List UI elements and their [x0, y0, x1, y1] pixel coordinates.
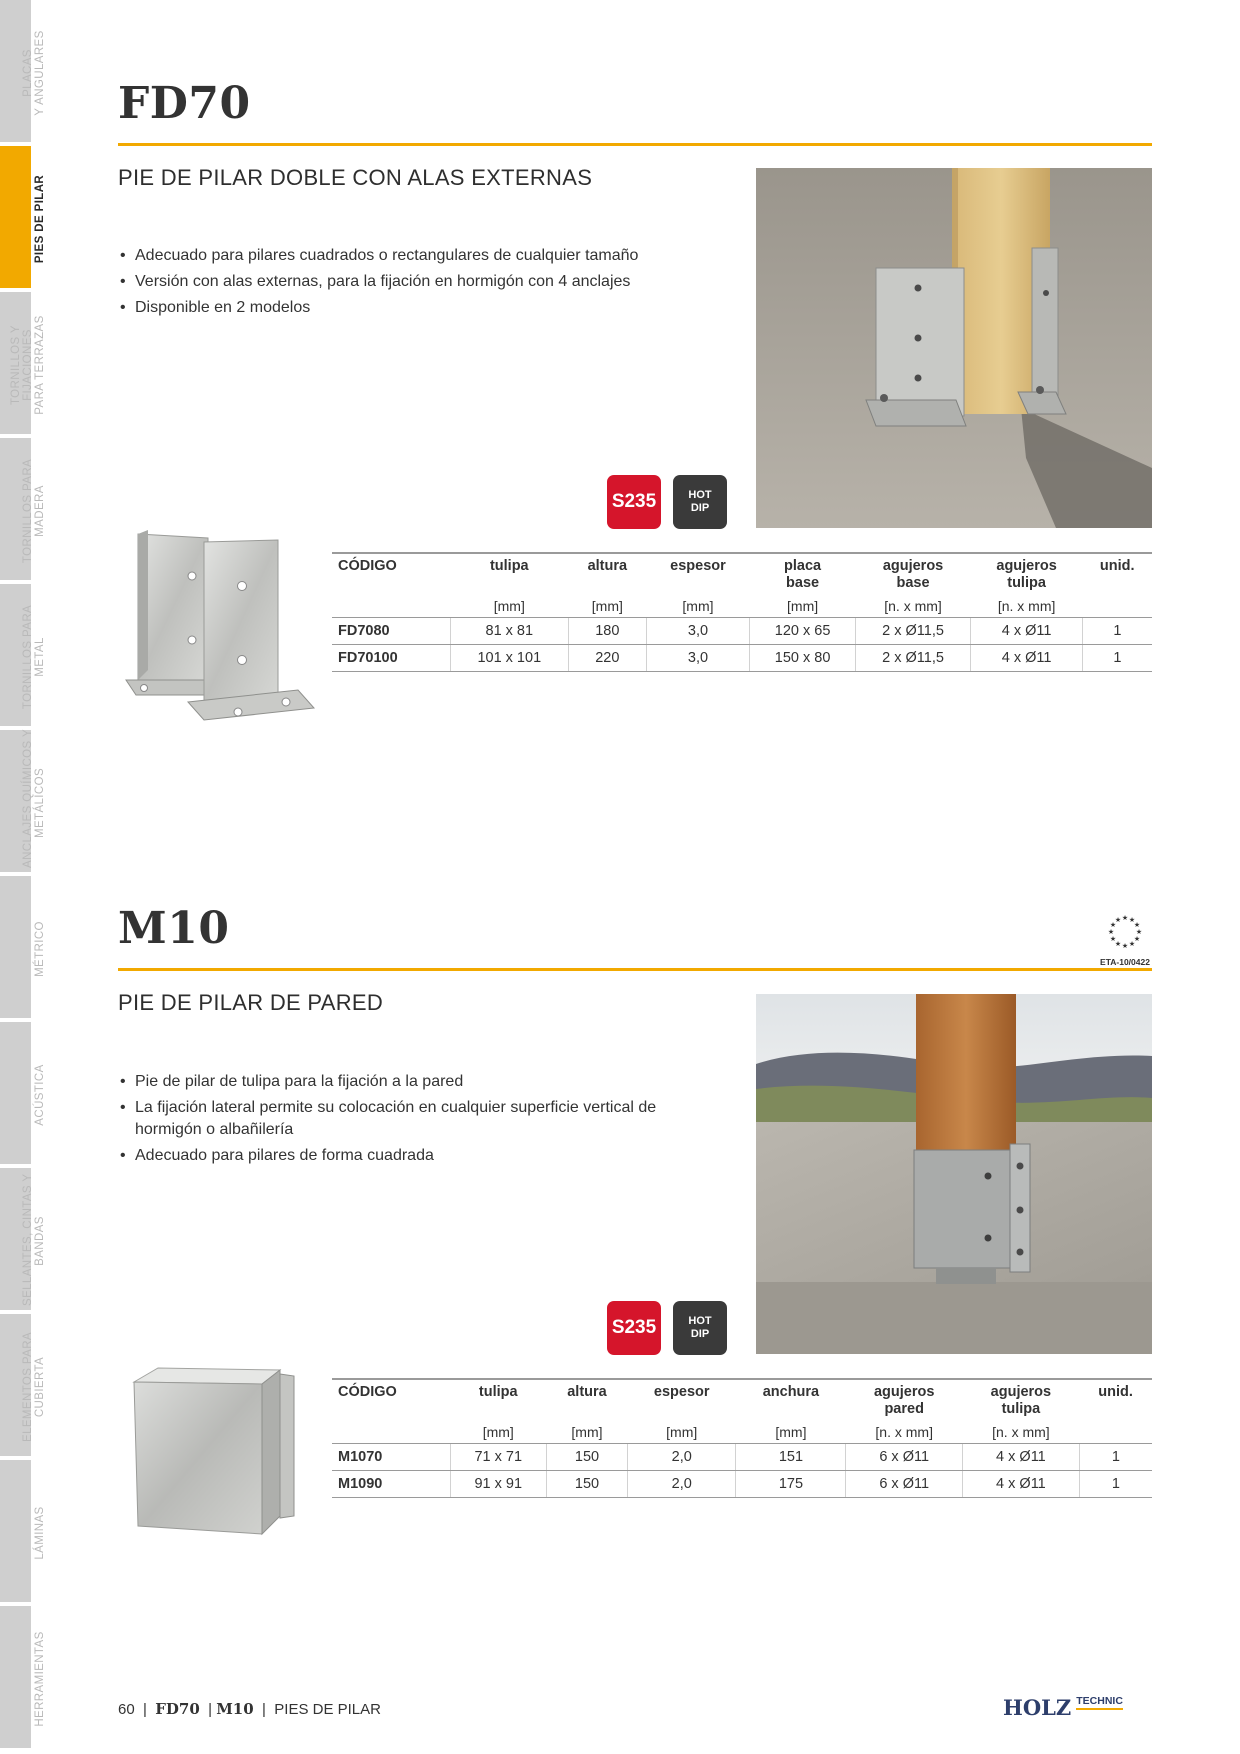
unit-cell: [mm] — [450, 592, 569, 618]
sidebar-tab-label: PLACAS Y ANGULARES — [22, 30, 46, 116]
table-cell: 6 x Ø11 — [846, 1444, 963, 1471]
hot-dip-badge — [673, 1301, 727, 1355]
column-header: anchura — [762, 1384, 820, 1400]
footer-crumb-m10: M10 — [216, 1700, 254, 1718]
column-header: tulipa — [478, 1384, 518, 1400]
sidebar-tab-label: ELEMENTOS PARA CUBIERTA — [22, 1332, 46, 1442]
sidebar-tab-label: TORNILLOS PARA METAL — [22, 604, 46, 710]
table-cell: 180 — [569, 618, 646, 645]
sidebar-tab[interactable] — [0, 1460, 31, 1604]
sidebar-tab-label: PIES DE PILAR — [34, 174, 46, 264]
sidebar-tab[interactable] — [0, 876, 31, 1020]
fd70-feature-list — [118, 245, 718, 323]
m10-spec-table — [332, 1378, 1152, 1498]
eta-label: ETA-10/0422 — [1100, 957, 1150, 967]
eu-stars-icon — [1098, 912, 1152, 950]
product-code: M1070 — [332, 1444, 450, 1471]
unit-cell: [mm] — [750, 592, 855, 618]
svg-text:★: ★ — [1135, 928, 1143, 936]
table-cell: 91 x 91 — [450, 1471, 546, 1498]
page-number: 60 — [118, 1701, 135, 1718]
unit-cell: [mm] — [546, 1418, 627, 1444]
column-header: agujeros tulipa — [990, 1384, 1052, 1417]
svg-text:★: ★ — [1121, 914, 1129, 922]
column-header: agujeros tulipa — [996, 558, 1057, 591]
unit-cell — [332, 592, 450, 618]
column-header: placa base — [784, 558, 822, 591]
sidebar-tab-label: ANCLAJES QUÍMICOS METÁLICOS — [22, 740, 46, 868]
m10-title: M10 — [118, 903, 230, 954]
table-row — [332, 618, 1152, 645]
table-cell: 151 — [736, 1444, 846, 1471]
table-cell: 2,0 — [627, 1471, 736, 1498]
fd70-title: FD70 — [118, 78, 251, 129]
table-cell: 4 x Ø11 — [963, 1471, 1080, 1498]
sidebar-tab-label: SELLANTES, CINTAS Y BANDAS — [22, 1173, 46, 1306]
table-cell: 2,0 — [627, 1444, 736, 1471]
m10-product-image — [130, 1366, 300, 1536]
table-cell: 4 x Ø11 — [971, 618, 1083, 645]
sidebar-tab-label: TORNILLOS Y FIJACIONES PARA TERRAZAS — [10, 315, 46, 415]
fd70-divider — [118, 143, 1152, 146]
list-item: • Adecuado para pilares cuadrados o rectangulares de cualquier tamaño — [118, 245, 718, 267]
list-item: • Versión con alas externas, para la fijación en hormigón con 4 anclajes — [118, 271, 718, 293]
unit-cell: [mm] — [569, 592, 646, 618]
sidebar-tab-label: ACÚSTICA — [34, 1064, 46, 1126]
unit-cell: [n. x mm] — [855, 592, 970, 618]
hot-dip-line1: HOT — [688, 1315, 712, 1327]
svg-text:★: ★ — [1133, 935, 1141, 943]
svg-text:★: ★ — [1128, 940, 1136, 948]
sidebar-tab[interactable] — [0, 1022, 31, 1166]
column-header: altura — [567, 1384, 607, 1400]
hot-dip-line2: DIP — [690, 502, 710, 514]
table-cell: 101 x 101 — [450, 645, 569, 672]
unit-cell — [332, 1418, 450, 1444]
unit-cell: [mm] — [627, 1418, 736, 1444]
table-cell: 4 x Ø11 — [963, 1444, 1080, 1471]
sidebar-tab[interactable] — [0, 146, 31, 290]
table-cell: 4 x Ø11 — [971, 645, 1083, 672]
table-cell: 1 — [1082, 645, 1152, 672]
m10-installation-photo — [756, 994, 1152, 1354]
product-code: M1090 — [332, 1471, 450, 1498]
column-header: CÓDIGO — [338, 1384, 397, 1400]
table-cell: 175 — [736, 1471, 846, 1498]
table-cell: 1 — [1079, 1471, 1152, 1498]
unit-cell — [1082, 592, 1152, 618]
section-sidebar — [0, 0, 46, 1754]
column-header: tulipa — [489, 558, 529, 574]
svg-text:★: ★ — [1133, 921, 1141, 929]
column-header: altura — [587, 558, 628, 574]
product-code: FD70100 — [332, 645, 450, 672]
fd70-subtitle: PIE DE PILAR DOBLE CON ALAS EXTERNAS — [118, 165, 593, 190]
table-cell: 81 x 81 — [450, 618, 569, 645]
unit-cell: [n. x mm] — [963, 1418, 1080, 1444]
table-row — [332, 645, 1152, 672]
table-cell: 150 x 80 — [750, 645, 855, 672]
table-cell: 71 x 71 — [450, 1444, 546, 1471]
list-item: • Adecuado para pilares de forma cuadrada — [118, 1145, 718, 1167]
footer-crumb-section: PIES DE PILAR — [274, 1701, 381, 1718]
unit-cell: [mm] — [646, 592, 750, 618]
unit-cell — [1079, 1418, 1152, 1444]
column-header: espesor — [670, 558, 726, 574]
list-item: • La fijación lateral permite su colocación en cualquier superficie vertical de hormigón o albañilería — [118, 1097, 718, 1141]
table-cell: 220 — [569, 645, 646, 672]
m10-divider — [118, 968, 1152, 971]
fd70-installation-photo — [756, 168, 1152, 528]
s235-steel-badge: S235 — [607, 1301, 661, 1355]
fd70-product-image — [118, 530, 318, 725]
svg-text:★: ★ — [1109, 921, 1117, 929]
table-cell: 120 x 65 — [750, 618, 855, 645]
table-row — [332, 1471, 1152, 1498]
svg-text:★: ★ — [1109, 935, 1117, 943]
holz-technic-logo — [1003, 1695, 1123, 1720]
column-header: unid. — [1099, 558, 1135, 574]
svg-text:★: ★ — [1128, 916, 1136, 924]
svg-text:★: ★ — [1114, 916, 1122, 924]
column-header: espesor — [653, 1384, 710, 1400]
column-header: unid. — [1098, 1384, 1133, 1400]
hot-dip-line2: DIP — [690, 1328, 710, 1340]
list-item: • Disponible en 2 modelos — [118, 297, 718, 319]
column-header: agujeros pared — [873, 1384, 935, 1417]
table-cell: 150 — [546, 1444, 627, 1471]
table-row — [332, 1444, 1152, 1471]
svg-text:★: ★ — [1114, 940, 1122, 948]
product-code: FD7080 — [332, 618, 450, 645]
table-cell: 3,0 — [646, 645, 750, 672]
page-footer: 60 | FD70 | M10 | PIES DE PILAR — [118, 1700, 381, 1718]
table-cell: 3,0 — [646, 618, 750, 645]
brand-name: HOLZ — [1003, 1695, 1072, 1720]
table-cell: 150 — [546, 1471, 627, 1498]
sidebar-tab-label: HERRAMIENTAS — [34, 1631, 46, 1727]
footer-crumb-fd70: FD70 — [155, 1700, 200, 1718]
svg-text:★: ★ — [1121, 942, 1129, 950]
hot-dip-line1: HOT — [688, 489, 712, 501]
m10-feature-list — [118, 1071, 718, 1171]
table-cell: 1 — [1079, 1444, 1152, 1471]
unit-cell: [mm] — [450, 1418, 546, 1444]
unit-cell: [n. x mm] — [971, 592, 1083, 618]
m10-subtitle: PIE DE PILAR DE PARED — [118, 990, 384, 1015]
sidebar-tab-label: LÁMINAS — [34, 1506, 46, 1560]
s235-steel-badge: S235 — [607, 475, 661, 529]
list-item: • Pie de pilar de tulipa para la fijación a la pared — [118, 1071, 718, 1093]
column-header: CÓDIGO — [338, 558, 397, 574]
brand-subtitle: TECHNIC — [1076, 1695, 1123, 1710]
column-header: agujeros base — [882, 558, 944, 591]
fd70-spec-table — [332, 552, 1152, 672]
svg-text:★: ★ — [1107, 928, 1115, 936]
table-cell: 2 x Ø11,5 — [855, 645, 970, 672]
hot-dip-badge — [673, 475, 727, 529]
sidebar-tab[interactable] — [0, 1606, 31, 1750]
eta-certification-mark — [1098, 912, 1152, 967]
table-cell: 1 — [1082, 618, 1152, 645]
unit-cell: [n. x mm] — [846, 1418, 963, 1444]
sidebar-tab-label: TORNILLOS PARA MADERA — [22, 458, 46, 564]
sidebar-tab-label: MÉTRICO — [34, 921, 46, 977]
table-cell: 6 x Ø11 — [846, 1471, 963, 1498]
unit-cell: [mm] — [736, 1418, 846, 1444]
table-cell: 2 x Ø11,5 — [855, 618, 970, 645]
